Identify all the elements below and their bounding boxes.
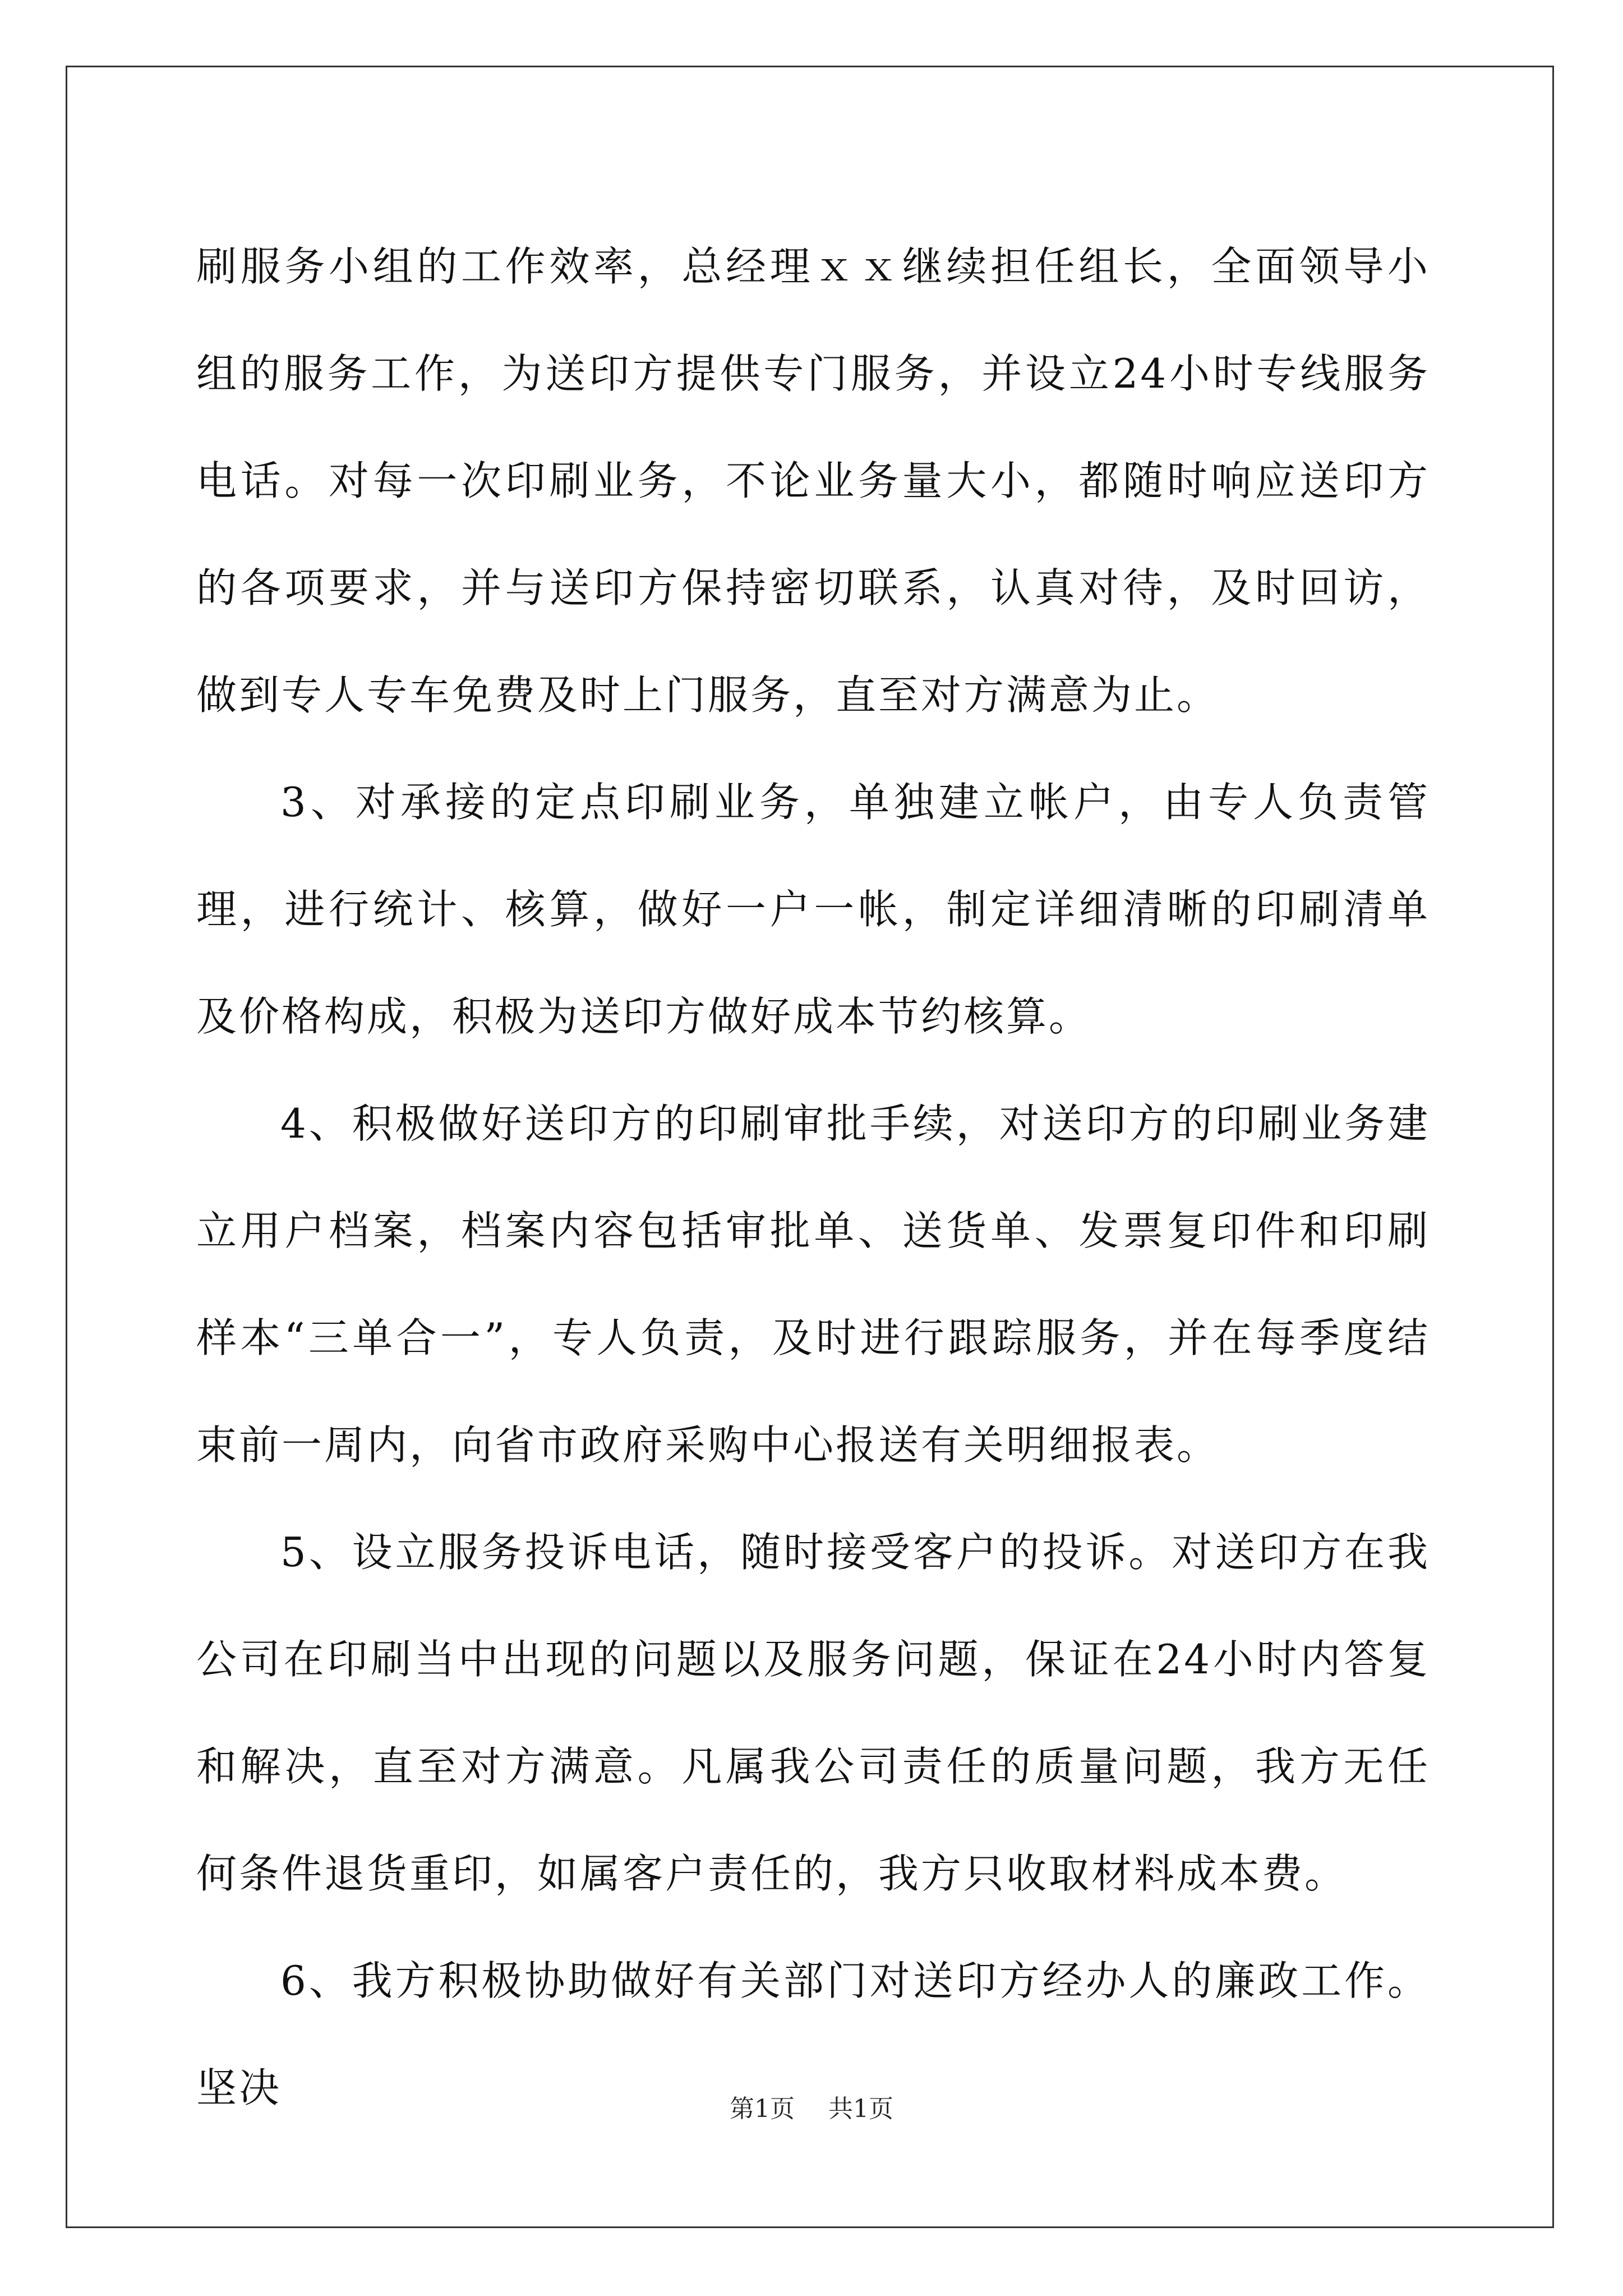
paragraph-item-6: 6、我方积极协助做好有关部门对送印方经办人的廉政工作。坚决 <box>196 1957 1430 2111</box>
page-footer <box>0 2092 1623 2126</box>
document-body <box>196 213 1430 2142</box>
paragraph-item-4: 4、积极做好送印方的印刷审批手续，对送印方的印刷业务建立用户档案，档案内容包括审批单、送货单、发票复印件和印刷样本“三单合一”，专人负责，及时进行跟踪服务，并在每季度结束前一周内，向省市政府采购中心报送有关明细报表。 <box>196 1100 1430 1469</box>
page-total: 共1页 <box>828 2095 893 2123</box>
paragraph-continuation: 刷服务小组的工作效率，总经理ｘｘ继续担任组长，全面领导小组的服务工作，为送印方提供专门服务，并设立24小时专线服务电话。对每一次印刷业务，不论业务量大小，都随时响应送印方的各项要求，并与送印方保持密切联系，认真对待，及时回访，做到专人专车免费及时上门服务，直至对方满意为止。 <box>196 243 1430 719</box>
paragraph-item-3: 3、对承接的定点印刷业务，单独建立帐户，由专人负责管理，进行统计、核算，做好一户一帐，制定详细清晰的印刷清单及价格构成，积极为送印方做好成本节约核算。 <box>196 779 1430 1040</box>
page-number: 第1页 <box>730 2095 795 2123</box>
paragraph-item-5: 5、设立服务投诉电话，随时接受客户的投诉。对送印方在我公司在印刷当中出现的问题以及服务问题，保证在24小时内答复和解决，直至对方满意。凡属我公司责任的质量问题，我方无任何条件退货重印，如属客户责任的，我方只收取材料成本费。 <box>196 1529 1430 1897</box>
